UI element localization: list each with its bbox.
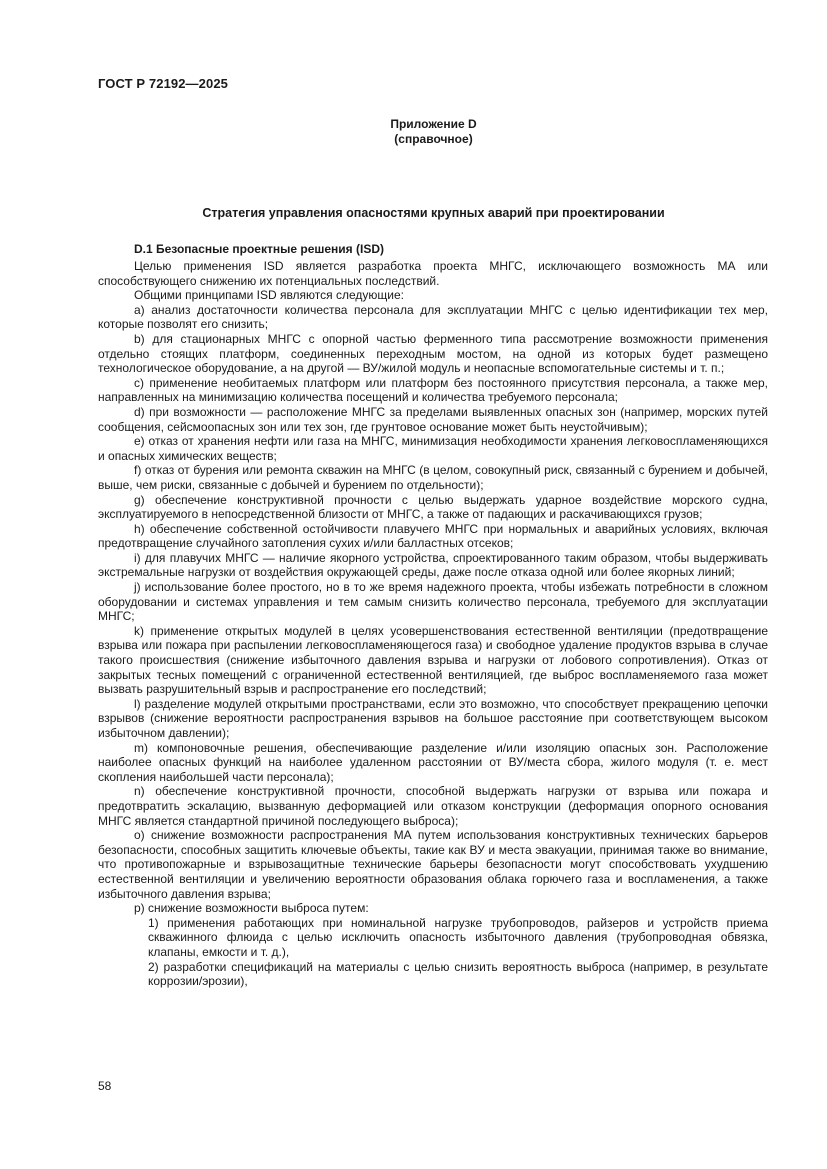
annex-subtitle: (справочное) [394,132,473,146]
list-item-j: j) использование более простого, но в то же время надежного проекта, чтобы избежать потребности в сложном оборудовании и системах управления и тем самым снизить количество персонала, требуемого для эксплуатации МНГС; [98,580,768,624]
sub-item-1: 1) применения работающих при номинальной нагрузке трубопроводов, райзеров и устройств приема скважинного флюида с целью исключить опасность избыточного давления (трубопроводная обвязка, клапаны, емкости и т. д.), [148,915,768,959]
main-title [0,206,827,220]
body-text [98,259,768,989]
paragraph: Целью применения ISD является разработка проекта МНГС, исключающего возможность МА или способствующего снижению их потенциальных последствий. [98,259,768,288]
annex-heading [0,117,827,147]
page-number: 58 [98,1079,112,1093]
list-item-g: g) обеспечение конструктивной прочности с целью выдержать ударное воздействие морского судна, эксплуатируемого в непосредственной близости от МНГС, а также от падающих и раскачивающихся грузов; [98,492,768,522]
main-title-text: Стратегия управления опасностями крупных аварий при проектировании [202,206,665,220]
list-item-d: d) при возможности — расположение МНГС за пределами выявленных опасных зон (например, морских путей сообщения, сейсмоопасных зон или тех зон, где грунтовое основание может быть неустойчивым); [98,404,768,434]
sub-item-2: 2) разработки спецификаций на материалы с целью снизить вероятность выброса (например, в результате коррозии/эрозии), [148,959,768,989]
list-item-c: c) применение необитаемых платформ или платформ без постоянного присутствия персонала, а также мер, направленных на минимизацию количества посещений и количества требуемого персонала; [98,375,768,405]
list-item-m: m) компоновочные решения, обеспечивающие разделение и/или изоляцию опасных зон. Расположение наиболее опасных функций на наиболее удаленном расстоянии от ВУ/места сбора, жилого модуля (т. е. мест скопления наибольшей части персонала); [98,740,768,784]
list-item-l: l) разделение модулей открытыми пространствами, если это возможно, что способствует прекращению цепочки взрывов (снижение вероятности распространения взрывов на большое расстояние при соответствующем высоком избыточном давлении); [98,696,768,740]
list-item-o: o) снижение возможности распространения МА путем использования конструктивных технических барьеров безопасности, способных защитить ключевые объекты, такие как ВУ и места эвакуации, принимая также во внимание, что противопожарные и взрывозащитные технические барьеры безопасности могут способствовать ухудшению естественной вентиляции и увеличению вероятности образования облака горючего газа и воспламенения, а также избыточного давления взрыва; [98,828,768,901]
list-item-e: e) отказ от хранения нефти или газа на МНГС, минимизация необходимости хранения легковоспламеняющихся и опасных химических веществ; [98,434,768,463]
list-item-b: b) для стационарных МНГС с опорной частью ферменного типа рассмотрение возможности применения отдельно стоящих платформ, соединенных переходным мостом, на одной из которых будет размещено технологическое оборудование, а на другой — ВУ/жилой модуль и неопасные вспомогательные системы и т. п.; [98,331,768,376]
list-item-p: p) снижение возможности выброса путем: [134,901,369,916]
list-item-k: k) применение открытых модулей в целях усовершенствования естественной вентиляции (предотвращение взрыва или пожара при распылении легковоспламеняющегося газа) и свободное удаление продуктов взрыва в случае такого происшествия (снижение избыточного давления взрыва и нагрузки от лобового сопротивления). Отказ от закрытых тесных помещений с ограниченной естественной вентиляцией, где выброс воспламеняемого газа может вызвать разрушительный взрыв и распространение его последствий; [98,623,768,697]
list-item-i: i) для плавучих МНГС — наличие якорного устройства, спроектированного таким образом, чтобы выдерживать экстремальные нагрузки от воздействия окружающей среды, даже после отказа одной или более якорных линий; [98,550,768,580]
document-id: ГОСТ Р 72192—2025 [98,76,228,91]
list-item-f: f) отказ от бурения или ремонта скважин на МНГС (в целом, совокупный риск, связанный с бурением и добычей, выше, чем риски, связанные с добычей и бурением по отдельности); [98,463,768,492]
annex-title: Приложение D [390,117,477,131]
list-item-n: n) обеспечение конструктивной прочности, способной выдержать нагрузки от взрыва или пожара и предотвратить эскалацию, вызванную деформацией или отказом конструкции (деформация опорного основания МНГС является стандартной причиной последующего выброса); [98,784,768,828]
list-item-h: h) обеспечение собственной остойчивости плавучего МНГС при нормальных и аварийных условиях, включая предотвращение случайного затопления сухих и/или балластных отсеков; [98,521,768,551]
paragraph: Общими принципами ISD являются следующие: [134,288,404,303]
section-title: D.1 Безопасные проектные решения (ISD) [134,242,385,256]
list-item-a: a) анализ достаточности количества персонала для эксплуатации МНГС с целью идентификации тех мер, которые позволят его снизить; [98,302,768,332]
